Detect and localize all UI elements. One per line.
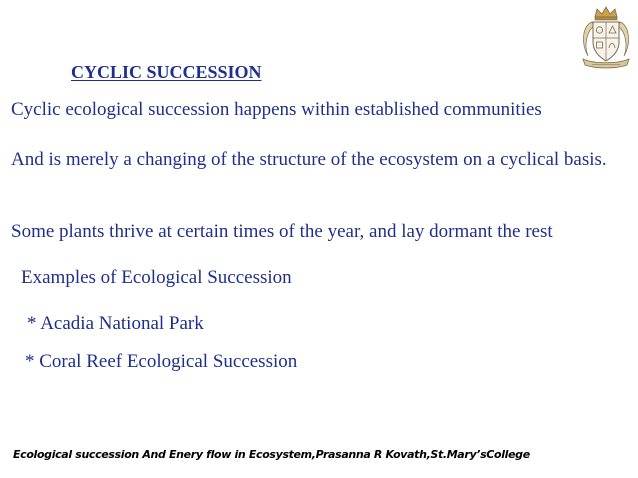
paragraph-cyclic-definition: Cyclic ecological succession happens within established communities — [11, 99, 542, 120]
paragraph-structure-change: And is merely a changing of the structure of the ecosystem on a cyclical basis. — [11, 149, 607, 170]
paragraph-plants-thrive: Some plants thrive at certain times of the year, and lay dormant the rest — [11, 221, 553, 242]
example-item: * Coral Reef Ecological Succession — [25, 351, 298, 372]
slide-title: CYCLIC SUCCESSION — [71, 62, 262, 82]
examples-heading: Examples of Ecological Succession — [21, 267, 292, 288]
college-crest-icon — [578, 4, 634, 70]
example-item: * Acadia National Park — [27, 313, 204, 334]
slide-footer: Ecological succession And Enery flow in Ecosystem,Prasanna R Kovath,St.Mary’sCollege — [13, 448, 530, 461]
